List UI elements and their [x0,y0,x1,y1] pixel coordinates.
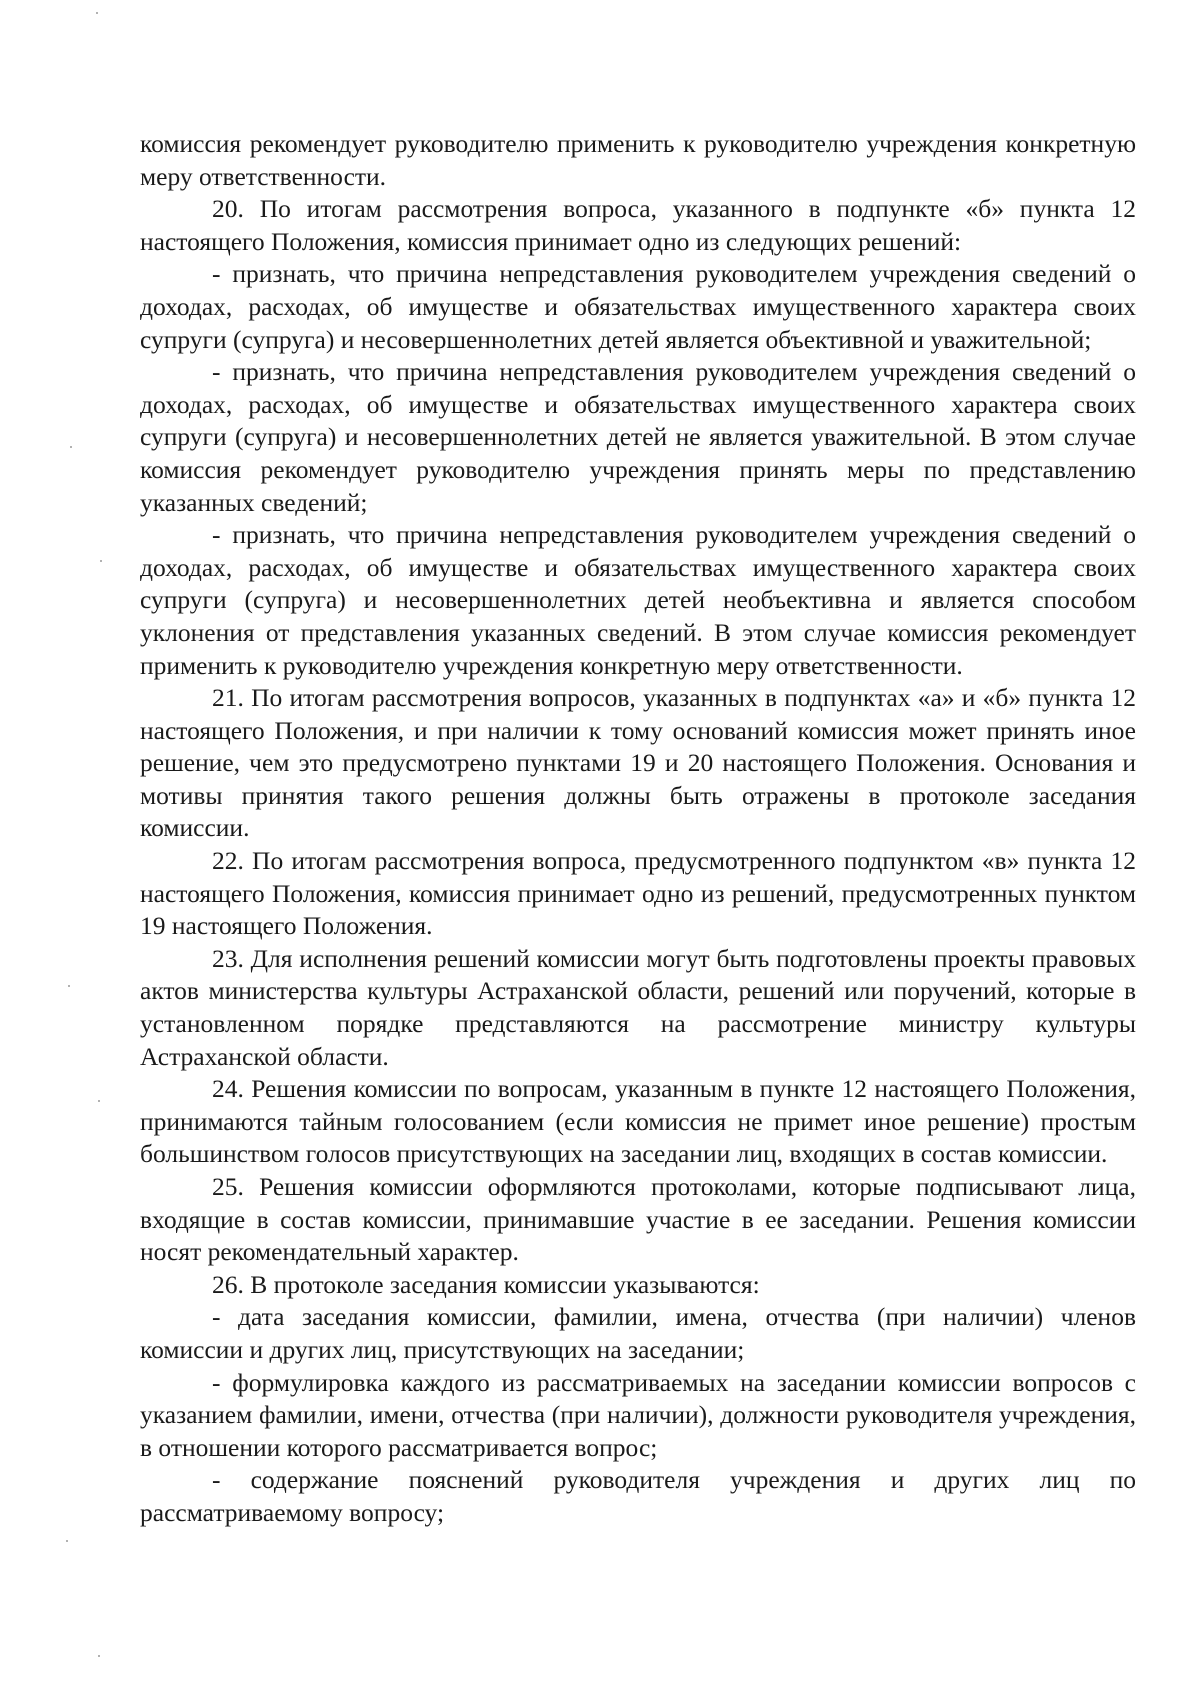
paragraph-item-26: 26. В протоколе заседания комиссии указываются: [212,1269,760,1299]
scan-speck [70,446,72,448]
scan-speck [98,1655,100,1657]
paragraph-item-20: 20. По итогам рассмотрения вопроса, указанного в подпункте «б» пункта 12 настоящего Положения, комиссия принимает одно из следующих решений: [140,194,1136,256]
paragraph-item-22: 22. По итогам рассмотрения вопроса, предусмотренного подпунктом «в» пункта 12 настоящего Положения, комиссия принимает одно из решений, предусмотренных пунктом 19 настоящего Положения. [140,846,1136,941]
document-body [140,128,1136,1530]
scan-speck [66,1540,68,1542]
paragraph-item-24: 24. Решения комиссии по вопросам, указанным в пункте 12 настоящего Положения, принимаются тайным голосованием (если комиссия не примет иное решение) простым большинством голосов присутствующих на заседании лиц, входящих в состав комиссии. [140,1074,1136,1169]
scan-speck [100,560,102,562]
paragraph-item-25: 25. Решения комиссии оформляются протоколами, которые подписывают лица, входящие в состав комиссии, принимавшие участие в ее заседании. Решения комиссии носят рекомендательный характер. [140,1172,1136,1267]
list-item: - формулировка каждого из рассматриваемых на заседании комиссии вопросов с указанием фамилии, имени, отчества (при наличии), должности руководителя учреждения, в отношении которого рассматривается вопрос; [140,1367,1136,1462]
scan-speck [98,1100,100,1102]
scan-speck [96,12,98,14]
scan-speck [68,985,70,987]
list-item: - дата заседания комиссии, фамилии, имена, отчества (при наличии) членов комиссии и других лиц, присутствующих на заседании; [140,1302,1136,1364]
list-item: - признать, что причина непредставления руководителем учреждения сведений о доходах, расходах, об имуществе и обязательствах имущественного характера своих супруги (супруга) и несовершеннолетних детей не является уважительной. В этом случае комиссия рекомендует руководителю учреждения принять меры по представлению указанных сведений; [140,357,1136,517]
list-item: - содержание пояснений руководителя учреждения и других лиц по рассматриваемому вопросу; [140,1465,1136,1527]
paragraph-continuation: комиссия рекомендует руководителю применить к руководителю учреждения конкретную меру ответственности. [140,129,1136,191]
paragraph-item-23: 23. Для исполнения решений комиссии могут быть подготовлены проекты правовых актов министерства культуры Астраханской области, решений или поручений, которые в установленном порядке представляются на рассмотрение министру культуры Астраханской области. [140,943,1136,1071]
list-item: - признать, что причина непредставления руководителем учреждения сведений о доходах, расходах, об имуществе и обязательствах имущественного характера своих супруги (супруга) и несовершеннолетних детей является объективной и уважительной; [140,259,1136,354]
paragraph-item-21: 21. По итогам рассмотрения вопросов, указанных в подпунктах «а» и «б» пункта 12 настоящего Положения, и при наличии к тому оснований комиссия может принять иное решение, чем это предусмотрено пунктами 19 и 20 настоящего Положения. Основания и мотивы принятия такого решения должны быть отражены в протоколе заседания комиссии. [140,683,1136,843]
list-item: - признать, что причина непредставления руководителем учреждения сведений о доходах, расходах, об имуществе и обязательствах имущественного характера своих супруги (супруга) и несовершеннолетних детей необъективна и является способом уклонения от представления указанных сведений. В этом случае комиссия рекомендует применить к руководителю учреждения конкретную меру ответственности. [140,520,1136,680]
